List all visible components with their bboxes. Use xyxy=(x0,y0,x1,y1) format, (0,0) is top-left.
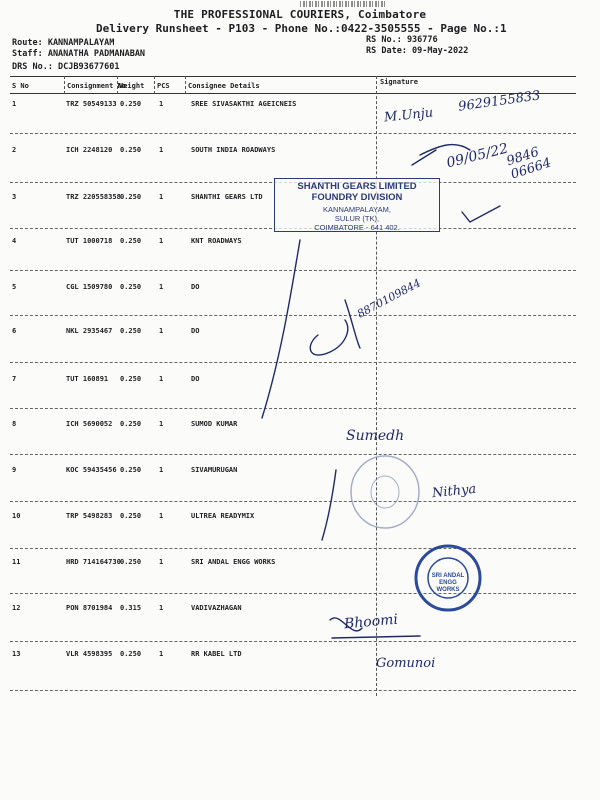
row-sno: 12 xyxy=(12,604,21,612)
row-pcs: 1 xyxy=(159,193,164,201)
row-weight: 0.250 xyxy=(120,512,142,520)
row-pcs: 1 xyxy=(159,327,164,335)
row-weight: 0.250 xyxy=(120,100,142,108)
column-header-weight: Weight xyxy=(119,82,145,90)
row-weight: 0.250 xyxy=(120,146,142,154)
row-consignment: CGL 1509780 xyxy=(66,283,113,291)
rs-number: RS No.: 936776 xyxy=(366,35,438,45)
handwritten-signature-row13: Gomunoi xyxy=(376,656,436,671)
drs-number: DRS No.: DCJB93677601 xyxy=(12,62,120,72)
round-stamp-text: SRI ANDAL ENGG WORKS xyxy=(431,573,465,593)
rs-date: RS Date: 09-May-2022 xyxy=(366,46,469,56)
row-consignee: SOUTH INDIA ROADWAYS xyxy=(191,146,276,154)
row-weight: 0.250 xyxy=(120,237,142,245)
signature-stroke xyxy=(462,206,500,222)
column-header-consignment: Consignment No xyxy=(67,82,127,90)
row-pcs: 1 xyxy=(159,420,164,428)
row-weight: 0.250 xyxy=(120,327,142,335)
row-consignment: KOC 59435456 xyxy=(66,466,117,474)
row-consignee: DO xyxy=(191,375,200,383)
handwritten-signature-row12: Bhoomi xyxy=(343,611,399,633)
row-consignee: RR KABEL LTD xyxy=(191,650,242,658)
stamp-line-5: COIMBATORE - 641 402. xyxy=(314,223,400,232)
row-sno: 5 xyxy=(12,283,17,291)
stamp-line-4: SULUR (TK), xyxy=(334,214,380,223)
row-weight: 0.250 xyxy=(120,193,142,201)
row-sno: 9 xyxy=(12,466,17,474)
row-consignment: NKL 2935467 xyxy=(66,327,113,335)
row-weight: 0.315 xyxy=(120,604,142,612)
row-consignee: SRI ANDAL ENGG WORKS xyxy=(191,558,276,566)
row-sno: 8 xyxy=(12,420,17,428)
row-pcs: 1 xyxy=(159,375,164,383)
signature-stroke xyxy=(262,240,300,418)
row-sno: 3 xyxy=(12,193,17,201)
row-pcs: 1 xyxy=(159,650,164,658)
row-consignee: SHANTHI GEARS LTD xyxy=(191,193,263,201)
column-header-consignee: Consignee Details xyxy=(188,82,260,90)
column-header-sno: S No xyxy=(12,82,29,90)
row-consignment: TUT 1000718 xyxy=(66,237,113,245)
handwritten-phone-row1: 9629155833 xyxy=(457,88,542,115)
row-sno: 11 xyxy=(12,558,21,566)
handwritten-phone-row5: 8870109844 xyxy=(355,276,423,321)
row-pcs: 1 xyxy=(159,146,164,154)
row-consignee: SUMOD KUMAR xyxy=(191,420,238,428)
signature-stroke xyxy=(412,150,436,165)
row-weight: 0.250 xyxy=(120,558,142,566)
document-subtitle: Delivery Runsheet - P103 - Phone No.:0422-3505555 - Page No.:1 xyxy=(96,22,507,35)
row-consignment: ICH 5690052 xyxy=(66,420,113,428)
column-header-pcs: PCS xyxy=(157,82,170,90)
row-consignee: KNT ROADWAYS xyxy=(191,237,242,245)
signature-stroke xyxy=(332,636,420,638)
row-pcs: 1 xyxy=(159,512,164,520)
row-weight: 0.250 xyxy=(120,283,142,291)
handwritten-number-row2: 9846 06664 xyxy=(504,144,554,183)
stamp-line-3: KANNAMPALAYAM, xyxy=(323,205,391,214)
row-sno: 4 xyxy=(12,237,17,245)
row-sno: 7 xyxy=(12,375,17,383)
signature-stroke xyxy=(310,320,347,355)
row-consignment: PON 8701984 xyxy=(66,604,113,612)
signature-stroke xyxy=(322,470,336,540)
row-pcs: 1 xyxy=(159,237,164,245)
row-sno: 6 xyxy=(12,327,17,335)
row-pcs: 1 xyxy=(159,100,164,108)
row-sno: 2 xyxy=(12,146,17,154)
stamp-line-2: FOUNDRY DIVISION xyxy=(311,192,403,203)
row-sno: 10 xyxy=(12,512,21,520)
row-consignment: ICH 2248120 xyxy=(66,146,113,154)
row-consignee: ULTREA READYMIX xyxy=(191,512,255,520)
row-pcs: 1 xyxy=(159,558,164,566)
row-sno: 1 xyxy=(12,100,17,108)
handwritten-signature-row10: Nithya xyxy=(431,481,477,502)
row-sno: 13 xyxy=(12,650,21,658)
handwritten-date-row2: 09/05/22 xyxy=(444,140,510,172)
staff-label: Staff: ANANATHA PADMANABAN xyxy=(12,49,146,59)
row-weight: 0.250 xyxy=(120,650,142,658)
document-title: THE PROFESSIONAL COURIERS, Coimbatore xyxy=(173,8,427,21)
row-consignment: HRD 714164730 xyxy=(66,558,121,566)
row-consignment: TRZ 50549133 xyxy=(66,100,117,108)
row-pcs: 1 xyxy=(159,466,164,474)
handwritten-name-row1: M.Unju xyxy=(383,105,434,126)
route-label: Route: KANNAMPALAYAM xyxy=(12,38,115,48)
row-consignment: TUT 160891 xyxy=(66,375,109,383)
row-consignee: SIVAMURUGAN xyxy=(191,466,238,474)
row-consignee: DO xyxy=(191,327,200,335)
row-consignee: DO xyxy=(191,283,200,291)
row-consignment: TRP 5498283 xyxy=(66,512,113,520)
handwritten-signature-row8: Sumedh xyxy=(346,428,405,444)
stamp-line-1: SHANTHI GEARS LIMITED xyxy=(297,181,417,192)
row-consignee: VADIVAZHAGAN xyxy=(191,604,242,612)
row-pcs: 1 xyxy=(159,604,164,612)
company-stamp xyxy=(274,178,440,232)
row-consignee: SREE SIVASAKTHI AGEICNEIS xyxy=(191,100,297,108)
row-weight: 0.250 xyxy=(120,375,142,383)
row-consignment: VLR 4598395 xyxy=(66,650,113,658)
row-weight: 0.250 xyxy=(120,466,142,474)
row-pcs: 1 xyxy=(159,283,164,291)
oval-stamp xyxy=(351,456,419,528)
row-weight: 0.250 xyxy=(120,420,142,428)
row-consignment: TRZ 220558358 xyxy=(66,193,121,201)
column-header-signature: Signature xyxy=(380,78,418,86)
